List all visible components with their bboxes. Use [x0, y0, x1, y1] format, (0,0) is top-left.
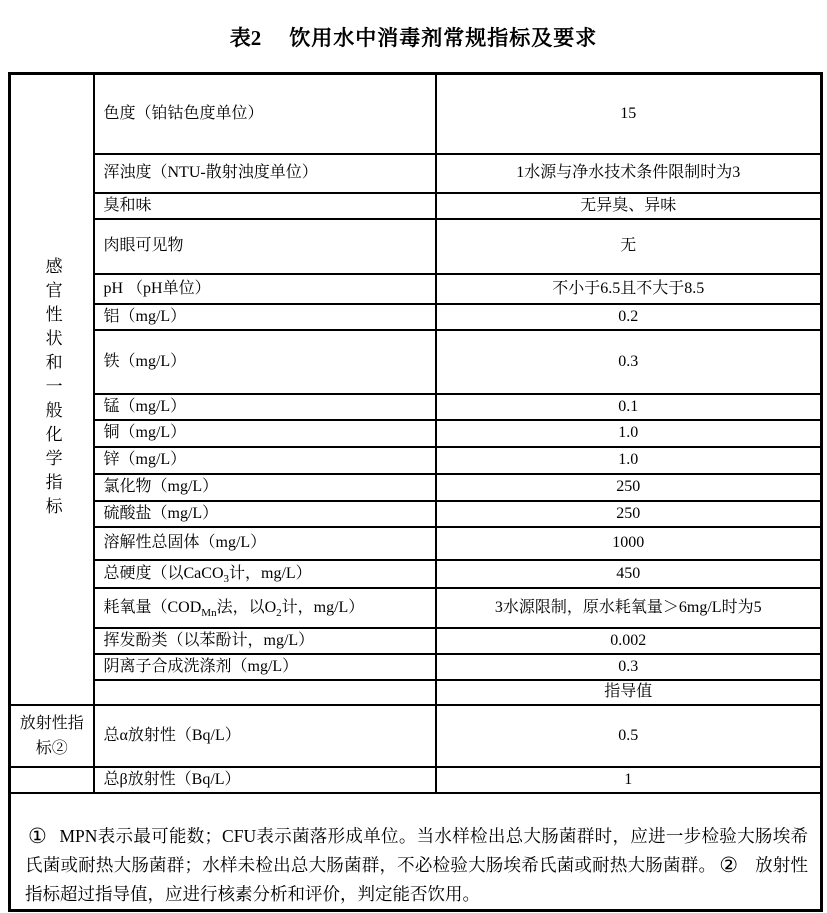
table-number: 表2 [229, 26, 262, 50]
param-value: 250 [436, 501, 822, 527]
param-name: 氯化物（mg/L） [94, 474, 436, 501]
table-row [10, 474, 822, 501]
param-value: 0.2 [436, 304, 822, 330]
param-name: 铁（mg/L） [94, 330, 436, 394]
param-name [94, 680, 436, 705]
param-name-text: 总硬度（以CaCO [103, 564, 224, 582]
table-row [10, 193, 822, 219]
param-name-text: 计，mg/L） [281, 598, 365, 616]
table-row [10, 705, 822, 767]
page-title [0, 22, 827, 52]
table-row [10, 394, 822, 420]
footnote-row [10, 793, 822, 911]
param-name [94, 560, 436, 588]
param-value: 0.1 [436, 394, 822, 420]
section-header-radioactive: 放射性指标② [10, 705, 94, 767]
param-value: 1.0 [436, 447, 822, 474]
table-row [10, 588, 822, 628]
table-row [10, 560, 822, 588]
water-quality-table [8, 72, 823, 912]
param-name: 溶解性总固体（mg/L） [94, 527, 436, 560]
section-header-radioactive-empty [10, 767, 94, 793]
param-value: 指导值 [436, 680, 822, 705]
footnote-marker-1: ① [28, 823, 48, 848]
param-name [94, 588, 436, 628]
param-name-text: 法，以O [216, 598, 277, 616]
table-row [10, 274, 822, 304]
table-row [10, 447, 822, 474]
param-value: 1.0 [436, 420, 822, 447]
param-value: 无异臭、异味 [436, 193, 822, 219]
param-name: 锌（mg/L） [94, 447, 436, 474]
table-row [10, 654, 822, 680]
param-value: 450 [436, 560, 822, 588]
param-value: 不小于6.5且不大于8.5 [436, 274, 822, 304]
param-value: 无 [436, 219, 822, 274]
param-value: 15 [436, 74, 822, 154]
param-name: 色度（铂钴色度单位） [94, 74, 436, 154]
param-name-subscript: Mn [201, 606, 217, 619]
table-row [10, 628, 822, 654]
param-name: pH （pH单位） [94, 274, 436, 304]
param-value: 250 [436, 474, 822, 501]
param-name: 浑浊度（NTU-散射浊度单位） [94, 154, 436, 193]
param-name: 总α放射性（Bq/L） [94, 705, 436, 767]
param-name-text: 计，mg/L） [229, 564, 312, 582]
footnote-text-1: MPN表示最可能数；CFU表示菌落形成单位。当水样检出总大肠菌群时，应进一步检验大肠埃希氏菌或耐热大肠菌群；水样未检出总大肠菌群，不必检验大肠埃希氏菌或耐热大肠菌群。 [25, 825, 808, 875]
param-value: 1水源与净水技术条件限制时为3 [436, 154, 822, 193]
footnote-marker-2: ② [719, 852, 739, 877]
footnote-text-2: 放射性指标超过指导值，应进行核素分析和评价，判定能否饮用。 [25, 854, 809, 904]
param-name: 阴离子合成洗涤剂（mg/L） [94, 654, 436, 680]
footnotes [10, 793, 822, 911]
param-name: 挥发酚类（以苯酚计，mg/L） [94, 628, 436, 654]
section-header-sensory-chemical [10, 74, 94, 705]
param-value: 3水源限制，原水耗氧量＞6mg/L时为5 [436, 588, 822, 628]
table-row [10, 154, 822, 193]
param-name-text: 耗氧量（COD [103, 598, 202, 616]
param-value: 0.3 [436, 330, 822, 394]
table-row [10, 304, 822, 330]
section-header-sensory-chemical-label: 感官性状和一般化学指标 [42, 257, 62, 522]
table-row [10, 527, 822, 560]
table-title-text: 饮用水中消毒剂常规指标及要求 [289, 26, 598, 50]
param-name: 铜（mg/L） [94, 420, 436, 447]
param-name: 铝（mg/L） [94, 304, 436, 330]
table-row [10, 767, 822, 793]
param-value: 1 [436, 767, 822, 793]
table-row [10, 680, 822, 705]
param-name: 肉眼可见物 [94, 219, 436, 274]
param-name: 总β放射性（Bq/L） [94, 767, 436, 793]
param-name: 锰（mg/L） [94, 394, 436, 420]
table-row [10, 219, 822, 274]
param-name: 臭和味 [94, 193, 436, 219]
param-value: 0.002 [436, 628, 822, 654]
param-name: 硫酸盐（mg/L） [94, 501, 436, 527]
param-value: 0.3 [436, 654, 822, 680]
table-row [10, 330, 822, 394]
table-row [10, 501, 822, 527]
param-value: 0.5 [436, 705, 822, 767]
table-row [10, 74, 822, 154]
param-value: 1000 [436, 527, 822, 560]
param-name-subscript: 2 [276, 606, 282, 619]
table-row [10, 420, 822, 447]
param-name-subscript: 3 [223, 572, 230, 585]
